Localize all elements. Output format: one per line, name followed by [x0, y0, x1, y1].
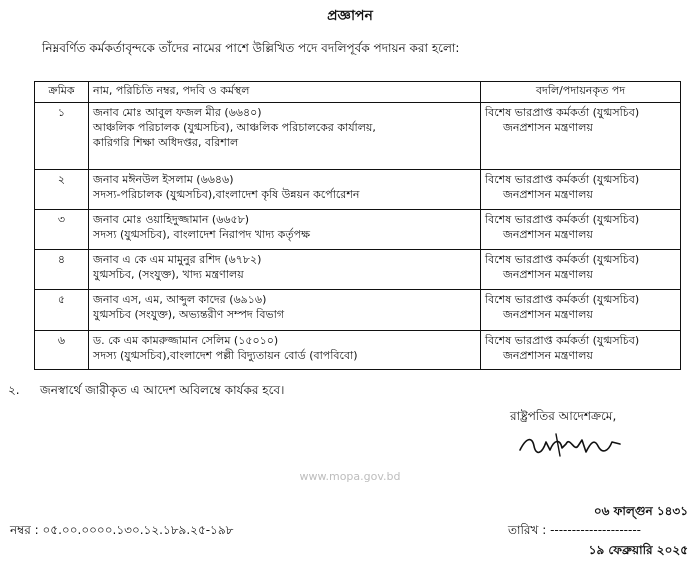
- row-post: [481, 250, 681, 290]
- row-post: [481, 170, 681, 210]
- table-row: [35, 170, 681, 210]
- post-ministry: জনপ্রশাসন মন্ত্রণালয়: [503, 349, 593, 362]
- post-ministry: জনপ্রশাসন মন্ত্রণালয়: [503, 228, 593, 241]
- table-header-row: [35, 82, 681, 103]
- row-post: [481, 290, 681, 331]
- table-row: [35, 331, 681, 370]
- row-officer: [89, 290, 481, 331]
- post-ministry: জনপ্রশাসন মন্ত্রণালয়: [503, 188, 593, 201]
- officer-name: জনাব এস, এম, আব্দুল কাদের (৬৯১৬): [93, 293, 267, 306]
- officer-name: জনাব মঈনউল ইসলাম (৬৬৪৬): [93, 173, 234, 186]
- officer-name: জনাব মোঃ ওয়াহিদুজ্জামান (৬৬৫৮): [93, 213, 250, 226]
- officer-name: জনাব মোঃ আবুল ফজল মীর (৬৬৪০): [93, 106, 262, 119]
- officer-name: ড. কে এম কামরুজ্জামান সেলিম (১৫০১০): [93, 334, 279, 347]
- table-row: [35, 103, 681, 170]
- date-gregorian: ১৯ ফেব্রুয়ারি ২০২৫: [588, 543, 688, 557]
- post-title: বিশেষ ভারপ্রাপ্ত কর্মকর্তা (যুগ্মসচিব): [485, 106, 640, 119]
- header-post: বদলি/পদায়নকৃত পদ: [481, 82, 681, 103]
- post-ministry: জনপ্রশাসন মন্ত্রণালয়: [503, 268, 593, 281]
- by-order-text: রাষ্ট্রপতির আদেশক্রমে,: [510, 409, 617, 423]
- clause-2: [8, 382, 284, 402]
- officer-name: জনাব এ কে এম মামুনুর রশিদ (৬৭৮২): [93, 253, 262, 266]
- row-serial: ৪: [35, 250, 89, 290]
- officer-designation: সদস্য-পরিচালক (যুগ্মসচিব),বাংলাদেশ কৃষি উন্নয়ন কর্পোরেশন: [93, 188, 360, 201]
- signature-image: [516, 430, 626, 460]
- row-post: [481, 103, 681, 170]
- row-post: [481, 210, 681, 250]
- officer-designation: আঞ্চলিক পরিচালক (যুগ্মসচিব), আঞ্চলিক পরিচালকের কার্যালয়,: [93, 121, 376, 134]
- intro-text: নিম্নবর্ণিত কর্মকর্তাবৃন্দকে তাঁদের নামের পাশে উল্লিখিত পদে বদলিপূর্বক পদায়ন করা হলো:: [42, 41, 460, 55]
- table-row: [35, 290, 681, 331]
- clause-text: জনস্বার্থে জারীকৃত এ আদেশ অবিলম্বে কার্যকর হবে।: [40, 383, 285, 397]
- row-serial: ৫: [35, 290, 89, 331]
- post-title: বিশেষ ভারপ্রাপ্ত কর্মকর্তা (যুগ্মসচিব): [485, 293, 640, 306]
- post-ministry: জনপ্রশাসন মন্ত্রণালয়: [503, 308, 593, 321]
- officer-designation: সদস্য (যুগ্মসচিব), বাংলাদেশ নিরাপদ খাদ্য কর্তৃপক্ষ: [93, 228, 311, 241]
- row-post: [481, 331, 681, 370]
- row-officer: [89, 170, 481, 210]
- officer-designation: যুগ্মসচিব, (সংযুক্ত), খাদ্য মন্ত্রণালয়: [93, 268, 244, 281]
- page-title: প্রজ্ঞাপন: [327, 8, 373, 24]
- table-row: [35, 210, 681, 250]
- row-serial: ১: [35, 103, 89, 170]
- post-title: বিশেষ ভারপ্রাপ্ত কর্মকর্তা (যুগ্মসচিব): [485, 253, 640, 266]
- post-title: বিশেষ ভারপ্রাপ্ত কর্মকর্তা (যুগ্মসচিব): [485, 173, 640, 186]
- memo-number: নম্বর : ০৫.০০.০০০০.১৩০.১২.১৮৯.২৫-১৯৮: [10, 523, 234, 537]
- header-name: নাম, পরিচিতি নম্বর, পদবি ও কর্মস্থল: [89, 82, 481, 103]
- row-serial: ৬: [35, 331, 89, 370]
- officer-workplace: কারিগরি শিক্ষা অধিদপ্তর, বরিশাল: [93, 136, 239, 149]
- row-officer: [89, 250, 481, 290]
- date-bangla: ০৬ ফাল্গুন ১৪৩১: [593, 504, 688, 518]
- row-officer: [89, 103, 481, 170]
- post-title: বিশেষ ভারপ্রাপ্ত কর্মকর্তা (যুগ্মসচিব): [485, 334, 640, 347]
- clause-number: ২.: [8, 383, 20, 397]
- officer-designation: সদস্য (যুগ্মসচিব),বাংলাদেশ পল্লী বিদ্যুতায়ন বোর্ড (বাপবিবো): [93, 349, 358, 362]
- officer-designation: যুগ্মসচিব (সংযুক্ত), অভ্যন্তরীণ সম্পদ বিভাগ: [93, 308, 285, 321]
- row-serial: ৩: [35, 210, 89, 250]
- row-officer: [89, 331, 481, 370]
- table-row: [35, 250, 681, 290]
- row-officer: [89, 210, 481, 250]
- transfer-table: [34, 81, 681, 370]
- website-watermark: www.mopa.gov.bd: [299, 470, 401, 483]
- post-ministry: জনপ্রশাসন মন্ত্রণালয়: [503, 121, 593, 134]
- post-title: বিশেষ ভারপ্রাপ্ত কর্মকর্তা (যুগ্মসচিব): [485, 213, 640, 226]
- date-label: তারিখ : ---------------------: [508, 523, 642, 537]
- row-serial: ২: [35, 170, 89, 210]
- header-serial: ক্রমিক: [35, 82, 89, 103]
